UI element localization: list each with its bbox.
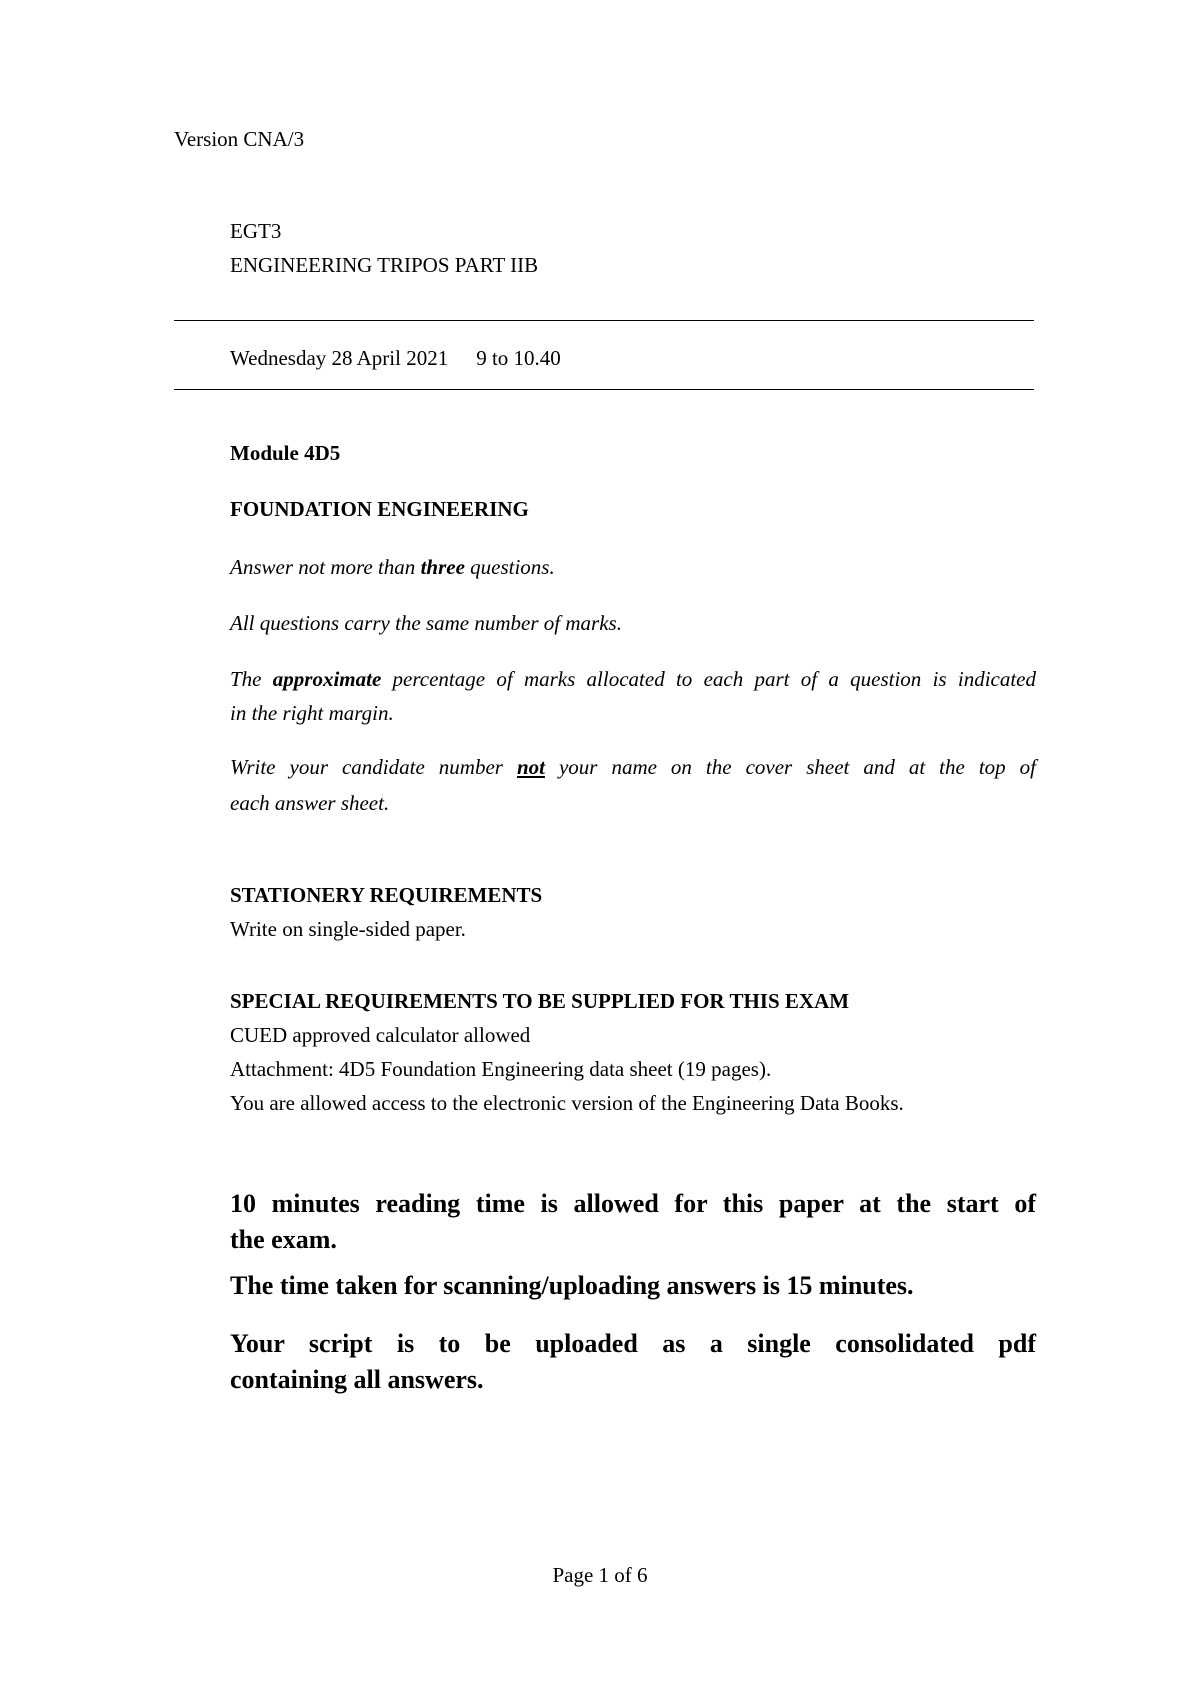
special-attachment: Attachment: 4D5 Foundation Engineering data sheet (19 pages).: [230, 1057, 772, 1081]
instruction-emphasis: approximate: [272, 667, 382, 691]
special-databooks: You are allowed access to the electronic version of the Engineering Data Books.: [230, 1091, 904, 1115]
top-divider: [174, 320, 1034, 321]
script-upload-line1: Your script is to be uploaded as a single consolidated pdf: [230, 1329, 1036, 1358]
stationery-heading: STATIONERY REQUIREMENTS: [230, 883, 543, 907]
instruction-answer-limit: [230, 552, 555, 582]
instruction-same-marks: All questions carry the same number of marks.: [230, 611, 622, 635]
version-label: Version CNA/3: [174, 127, 305, 151]
page-number: Page 1 of 6: [552, 1563, 648, 1587]
instruction-candidate-line2: each answer sheet.: [230, 791, 390, 815]
special-heading: SPECIAL REQUIREMENTS TO BE SUPPLIED FOR THIS EXAM: [230, 989, 850, 1013]
special-calculator: CUED approved calculator allowed: [230, 1023, 531, 1047]
instruction-candidate-line1: [230, 752, 1036, 782]
instruction-emphasis: three: [420, 555, 465, 579]
script-upload-line2: containing all answers.: [230, 1365, 484, 1394]
instruction-emphasis: not: [516, 755, 545, 779]
upload-time-notice: The time taken for scanning/uploading answers is 15 minutes.: [230, 1271, 914, 1300]
bottom-divider: [174, 389, 1034, 390]
stationery-line: Write on single-sided paper.: [230, 917, 466, 941]
paper-title: ENGINEERING TRIPOS PART IIB: [230, 253, 539, 277]
module-name: FOUNDATION ENGINEERING: [230, 497, 529, 521]
reading-time-line2: the exam.: [230, 1225, 337, 1254]
instruction-text: Answer not more than: [230, 555, 421, 579]
instruction-text: your name on the cover sheet and at the top of: [544, 755, 1036, 779]
module-number: Module 4D5: [230, 441, 341, 465]
exam-time: 9 to 10.40: [476, 346, 561, 370]
instruction-text: percentage of marks allocated to each part of a question is indicated: [381, 667, 1037, 691]
exam-datetime: [230, 343, 561, 373]
instruction-text: questions.: [464, 555, 555, 579]
instruction-approximate-line2: in the right margin.: [230, 701, 394, 725]
paper-code: EGT3: [230, 219, 282, 243]
reading-time-line1: 10 minutes reading time is allowed for this paper at the start of: [230, 1189, 1036, 1218]
instruction-approximate-line1: [230, 664, 1036, 694]
exam-date: Wednesday 28 April 2021: [230, 346, 449, 370]
instruction-text: Write your candidate number: [230, 755, 517, 779]
instruction-text: The: [230, 667, 273, 691]
